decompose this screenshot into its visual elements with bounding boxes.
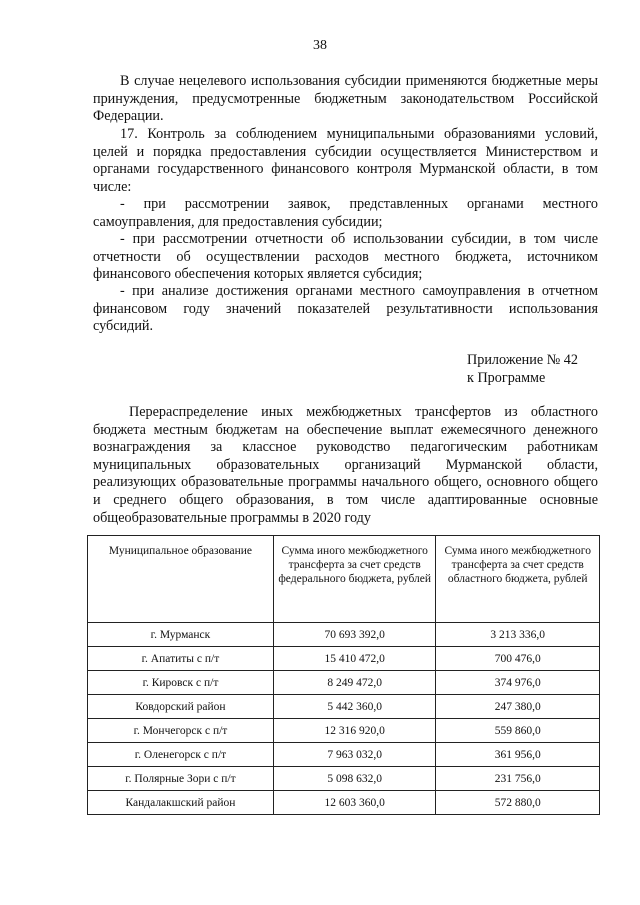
paragraph-control: 17. Контроль за соблюдением муниципальными образованиями условий, целей и порядка предоставления субсидии осуществляется Министерством и органами государственного финансового контроля Мурманской области, в том числе: bbox=[93, 126, 598, 195]
table-row bbox=[88, 623, 600, 647]
appendix-label bbox=[467, 352, 578, 387]
appendix-program: к Программе bbox=[467, 369, 546, 386]
table-row bbox=[88, 743, 600, 767]
cell-federal: 12 316 920,0 bbox=[273, 719, 436, 743]
cell-regional: 231 756,0 bbox=[436, 767, 600, 791]
cell-regional: 374 976,0 bbox=[436, 671, 600, 695]
cell-regional: 3 213 336,0 bbox=[436, 623, 600, 647]
cell-regional: 361 956,0 bbox=[436, 743, 600, 767]
list-item-applications: - при рассмотрении заявок, представленных органами местного самоуправления, для предоставления субсидии; bbox=[93, 196, 598, 230]
cell-federal: 15 410 472,0 bbox=[273, 647, 436, 671]
table-row bbox=[88, 671, 600, 695]
cell-municipality: г. Апатиты с п/т bbox=[88, 647, 274, 671]
paragraph-misuse-measures: В случае нецелевого использования субсидии применяются бюджетные меры принуждения, предусмотренные бюджетным законодательством Российской Федерации. bbox=[93, 73, 598, 125]
cell-federal: 12 603 360,0 bbox=[273, 791, 436, 815]
table-row bbox=[88, 719, 600, 743]
header-regional-sum: Сумма иного межбюджетного трансферта за счет средств областного бюджета, рублей bbox=[436, 536, 600, 623]
transfers-table bbox=[87, 535, 600, 815]
header-municipality: Муниципальное образование bbox=[88, 536, 274, 623]
cell-municipality: Кандалакшский район bbox=[88, 791, 274, 815]
cell-municipality: г. Оленегорск с п/т bbox=[88, 743, 274, 767]
cell-municipality: г. Полярные Зори с п/т bbox=[88, 767, 274, 791]
page-number: 38 bbox=[313, 38, 327, 53]
table-row bbox=[88, 791, 600, 815]
cell-regional: 700 476,0 bbox=[436, 647, 600, 671]
table-row bbox=[88, 695, 600, 719]
table-row bbox=[88, 647, 600, 671]
cell-federal: 7 963 032,0 bbox=[273, 743, 436, 767]
cell-regional: 247 380,0 bbox=[436, 695, 600, 719]
cell-municipality: г. Кировск с п/т bbox=[88, 671, 274, 695]
cell-federal: 8 249 472,0 bbox=[273, 671, 436, 695]
cell-federal: 70 693 392,0 bbox=[273, 623, 436, 647]
cell-federal: 5 442 360,0 bbox=[273, 695, 436, 719]
appendix-number: Приложение № 42 bbox=[467, 352, 578, 368]
cell-regional: 572 880,0 bbox=[436, 791, 600, 815]
cell-municipality: Ковдорский район bbox=[88, 695, 274, 719]
cell-regional: 559 860,0 bbox=[436, 719, 600, 743]
table-row bbox=[88, 767, 600, 791]
table-heading: Перераспределение иных межбюджетных трансфертов из областного бюджета местным бюджетам на обеспечение выплат ежемесячного денежного вознаграждения за классное руководство педагогическим работникам муниципальных образовательных организаций Мурманской области, реализующих образовательные программы начального общего, основного общего и среднего общего образования, в том числе адаптированные основные общеобразовательные программы в 2020 году bbox=[93, 404, 598, 526]
list-item-analysis: - при анализе достижения органами местного самоуправления в отчетном финансовом году значений показателей результативности использования субсидий. bbox=[93, 283, 598, 335]
cell-federal: 5 098 632,0 bbox=[273, 767, 436, 791]
table-header-row bbox=[88, 536, 600, 623]
header-federal-sum: Сумма иного межбюджетного трансферта за счет средств федерального бюджета, рублей bbox=[273, 536, 436, 623]
cell-municipality: г. Мончегорск с п/т bbox=[88, 719, 274, 743]
cell-municipality: г. Мурманск bbox=[88, 623, 274, 647]
list-item-reporting: - при рассмотрении отчетности об использовании субсидии, в том числе отчетности об осуществлении расходов местного бюджета, источником финансового обеспечения которых является субсидия; bbox=[93, 231, 598, 283]
